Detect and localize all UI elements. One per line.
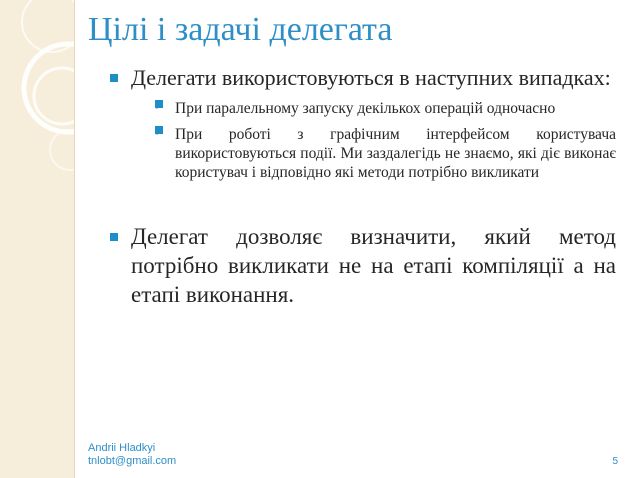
decorative-circles xyxy=(0,0,74,478)
bullet-item xyxy=(104,222,616,309)
sub-item-text: При роботі з графічним інтерфейсом користувача використовуються події. Ми заздалегідь не знаємо, які діє виконає користувач і відповідно які методи потрібно викликати xyxy=(175,126,616,181)
slide-content xyxy=(104,64,616,309)
author-info xyxy=(88,442,176,468)
bullet-text: Делегати використовуються в наступних випадках: xyxy=(131,65,611,90)
circle-bullet-icon: ◦ xyxy=(155,100,163,108)
square-bullet-icon xyxy=(110,74,118,82)
sub-item xyxy=(131,125,616,182)
page-number: 5 xyxy=(612,456,618,467)
sub-list xyxy=(131,99,616,182)
sub-item-text: При паралельному запуску декількох операцій одночасно xyxy=(175,100,556,117)
decorative-sidebar xyxy=(0,0,75,478)
author-name: Andrii Hladkyi xyxy=(88,442,156,454)
author-email: tnlobt@gmail.com xyxy=(88,455,177,467)
bullet-text: Делегат дозволяє визначити, який метод потрібно викликати не на етапі компіляції а на етапі виконання. xyxy=(131,224,616,307)
sub-item xyxy=(131,99,616,118)
square-bullet-icon xyxy=(110,233,118,241)
circle-bullet-icon: ◦ xyxy=(155,126,163,134)
slide-title: Цілі і задачі делегата xyxy=(88,11,393,48)
bullet-item xyxy=(104,64,616,182)
